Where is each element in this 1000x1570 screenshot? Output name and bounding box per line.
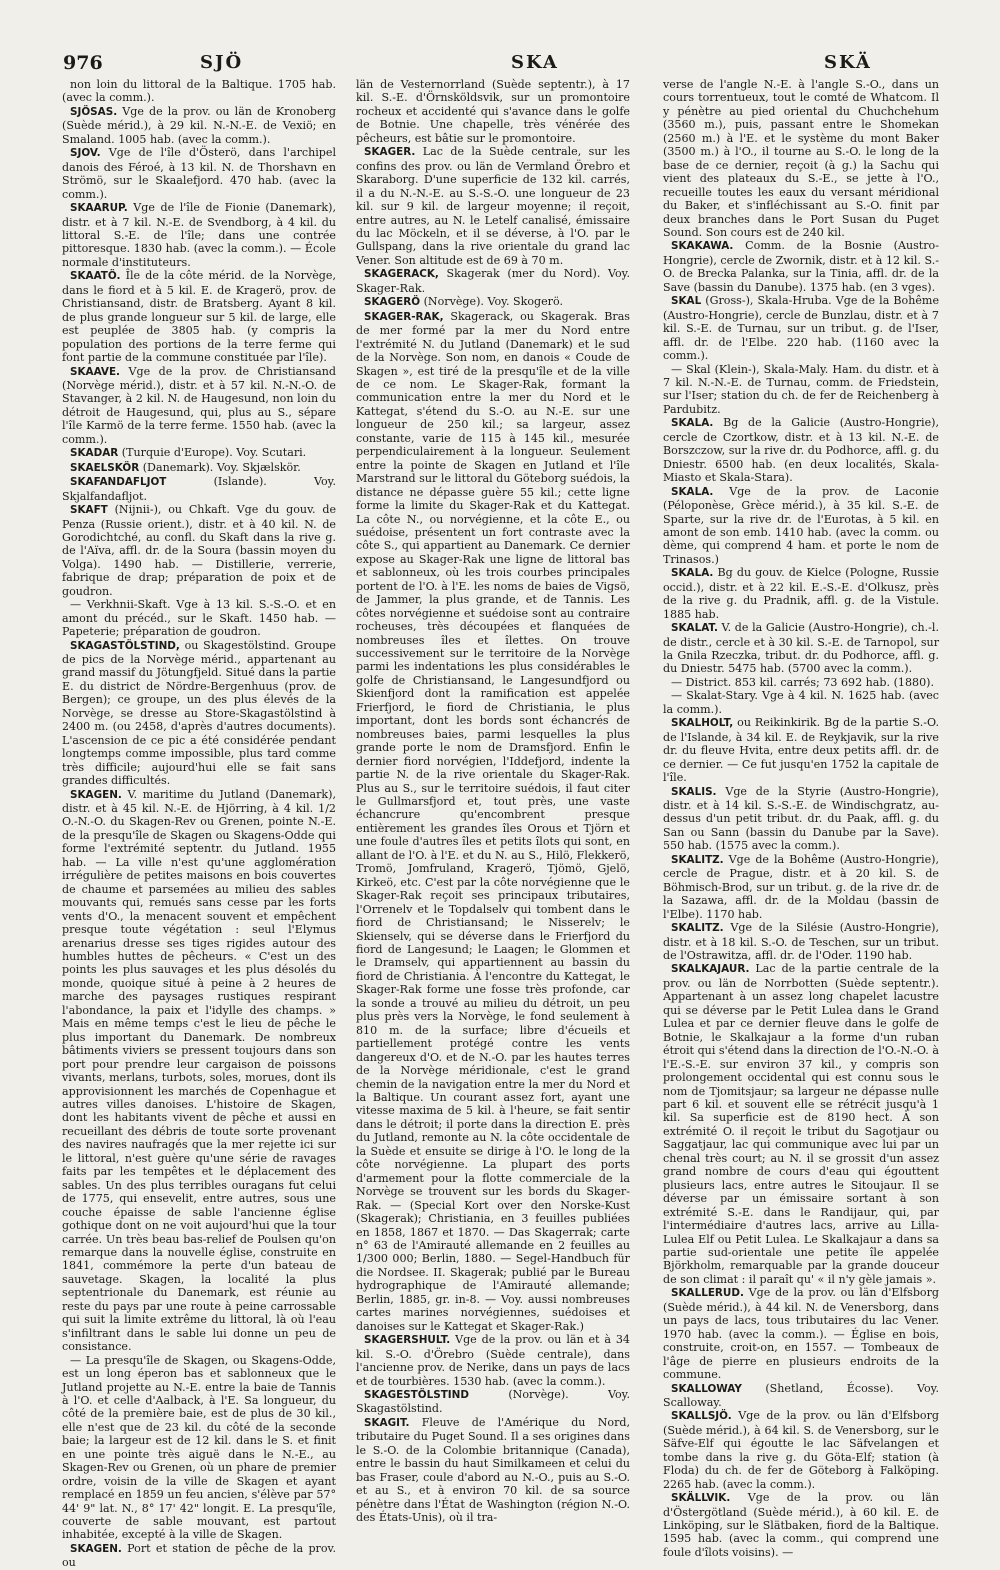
entry-text: (Norvège). Voy. Skagastölstind. <box>356 1387 631 1416</box>
entry-text: verse de l'angle N.-E. à l'angle S.-O., dans un cours torrentueux, tout le comté de Whatcom. Il y pénètre au pied oriental du Chuchchehum (3560 m.), puis, passant entre le Shomekan (2560 m.) à l'E. et le système du mont Baker (3500 m.) à l'O., il tourne au S.-O. le long de la base de ce dernier, reçoit (à g.) la Sachu qui vient des plateaux du S.-E., se jette à l'O., recueille toutes les eaux du versant méridional du Baker, et s'infléchissant au S.-O. finit par deux branches dans le Port Susan du Puget Sound. Son cours est de 240 kil. <box>663 78 939 239</box>
dictionary-entry <box>356 1388 630 1416</box>
dictionary-entry <box>356 1416 630 1525</box>
dictionary-entry <box>663 1286 939 1381</box>
entry-text: — La presqu'île de Skagen, ou Skagens-Odde, est un long éperon bas et sablonneux que le Jutland projette au N.-E. entre la baie de Tannis à l'O. et celle d'Aalback, à l'E. Sa longueur, du côté de la première baie, est de plus de 30 kil., elle n'est que de 23 kil. du côté de la seconde baie; la largeur est de 12 kil. dans le S. et finit en une pointe très aiguë dans le N.-E., au Skagen-Rev ou Grenen, où un phare de premier ordre, voisin de la ville de Skagen et ayant remplacé en 1859 un feu ancien, s'élève par 57° 44' 9" lat. N., 8° 17' 42" longit. E. La presqu'île, couverte de sable mouvant, est partout inhabitée, excepté à la ville de Skagen. <box>62 1353 336 1542</box>
dictionary-entry <box>663 1409 939 1491</box>
entry-text: Vge de la prov. ou län d'Elfsborg (Suède mérid.), à 44 kil. N. de Venersborg, dans un pays de lacs, tous tributaires du lac Vener. 1970 hab. (avec la comm.). — Église en bois, construite, croit-on, en 1557. — Tombeaux de l'âge de pierre en plusieurs endroits de la commune. <box>663 1286 940 1382</box>
entry-headword: SKALA. <box>671 485 714 498</box>
entry-text: (Shetland, Écosse). Voy. Scalloway. <box>663 1381 940 1409</box>
dictionary-entry <box>62 365 336 447</box>
entry-headword: SKÄLLVIK. <box>671 1492 731 1505</box>
entry-text: ou Reikinkirik. Bg de la partie S.-O. de l'Islande, à 34 kil. E. de Reykjavik, sur la rive dr. du fleuve Hvita, entre deux petits affl. dr. de ce dernier. — Ce fut jusqu'en 1752 la capitale de l'île. <box>663 716 940 785</box>
entry-text: Vge de la prov. ou län de Kronoberg (Suède mérid.), à 29 kil. N.-N.-E. de Vexiö; en Smaland. 1005 hab. (avec la comm.). <box>62 104 336 146</box>
entry-headword: SKAARUP. <box>70 202 128 215</box>
dictionary-entry <box>356 1333 630 1388</box>
entry-text: (Norvège). Voy. Skogerö. <box>423 295 563 309</box>
entry-text: (Danemark). Voy. Skjælskör. <box>142 460 301 474</box>
dictionary-entry <box>62 503 336 598</box>
entry-text: Vge de la prov. de Christiansand (Norvège mérid.), distr. et à 57 kil. N.-N.-O. de Stavanger, à 2 kil. N. de Haugesund, non loin du détroit de Haugesund, qui, plus au S., sépare l'île Karmö de la terre ferme. 1550 hab. (avec la comm.). <box>62 364 336 446</box>
running-head-left: SJÖ <box>200 52 244 73</box>
entry-text: Port et station de pêche de la prov. ou <box>62 1541 337 1570</box>
entry-headword: SKAGERACK, <box>364 268 439 281</box>
running-head-center: SKA <box>511 52 559 73</box>
entry-headword: SKAGEN. <box>70 1542 122 1555</box>
text-column-middle <box>356 78 631 1525</box>
entry-text: Île de la côte mérid. de la Norvège, dans le fiord et à 5 kil. E. de Kragerö, prov. de Christiansand, distr. de Bratsberg. Ayant 8 kil. de plus grande longueur sur 5 kil. de large, elle est peuplée de 3805 hab. (y compris la population des portions de la terre ferme qui font partie de la commune constituée par l'île). <box>62 269 336 365</box>
page-number: 976 <box>63 52 103 74</box>
entry-text: Vge de la Silésie (Austro-Hongrie), distr. et à 18 kil. S.-O. de Teschen, sur un tribut. de l'Ostrawitza, affl. dr. de l'Oder. 1190 hab. <box>663 921 940 962</box>
entry-text: Vge de la prov. ou län d'Elfsborg (Suède mérid.), à 64 kil. S. de Venersborg, sur le Säfve-Elf qui égoutte le lac Säfvelangen et tombe dans la rive g. du Göta-Elf; station (à Floda) du ch. de fer de Göteborg à Falköping. 2265 hab. (avec la comm.). <box>663 1409 939 1491</box>
dictionary-entry <box>62 78 336 105</box>
entry-headword: SKALA. <box>671 567 714 580</box>
dictionary-entry <box>663 78 939 239</box>
entry-headword: SKAGASTÖLSTIND, <box>70 639 180 652</box>
entry-text: non loin du littoral de la Baltique. 1705 hab. (avec la comm.). <box>62 78 336 105</box>
entry-headword: SKALLOWAY <box>671 1382 742 1395</box>
dictionary-entry <box>663 485 939 567</box>
entry-headword: SJOV. <box>70 147 101 160</box>
entry-text: (Nijnii-), ou Chkaft. Vge du gouv. de Penza (Russie orient.), distr. et à 40 kil. N. de Gorodichtché, au confl. du Skaft dans la rive g. de l'Aïva, affl. dr. de la Soura (bassin moyen du Volga). 1490 hab. — Distillerie, verrerie, fabrique de drap; préparation de poix et de goudron. <box>62 503 337 598</box>
entry-headword: SKALIS. <box>671 785 717 798</box>
dictionary-entry <box>356 78 630 145</box>
entry-text: — District. 853 kil. carrés; 73 692 hab. (1880). <box>671 675 934 689</box>
dictionary-entry <box>663 363 939 417</box>
dictionary-entry <box>62 146 336 201</box>
entry-text: Vge de la Styrie (Austro-Hongrie), distr. et à 14 kil. S.-S.-E. de Windischgratz, au-dessus d'un petit tribut. dr. du Paak, affl. g. du San ou Sann (bassin du Danube par la Save). 550 hab. (1575 avec la comm.). <box>663 784 940 853</box>
entry-text: V. maritime du Jutland (Danemark), distr. et à 45 kil. N.-E. de Hjörring, à 4 kil. 1/2 O.-N.-O. du Skagen-Rev ou Grenen, pointe N.-E. de la presqu'île de Skagen ou Skagens-Odde qui forme l'extrémité septentr. du Jutland. 1955 hab. — La ville n'est qu'une agglomération irrégulière de petites maisons en bois couvertes de chaume et parsemées au milieu des sables mouvants qui, remués sans cesse par les forts vents d'O., la menacent souvent et empêchent presque toute végétation : seul l'Elymus arenarius dresse ses tiges rigides autour des humbles huttes de pêcheurs. « C'est un des points les plus sauvages et les plus désolés du monde, quoique situé à peine à 2 heures de marche des paysages rustiques respirant l'abondance, la paix et l'idylle des champs. » Mais en même temps c'est le lieu de pêche le plus important du Danemark. De nombreux bâtiments viviers se pressent toujours dans son port pour prendre leur cargaison de poissons vivants, merlans, turbots, soles, morues, dont ils approvisionnent les marchés de Copenhague et autres villes danoises. L'histoire de Skagen, dont les habitants vivent de pêche et aussi en recueillant des débris de toute sorte provenant des navires naufragés que la mer rejette ici sur le littoral, n'est guère qu'une série de ravages faits par les tempêtes et le déplacement des sables. Un des plus terribles ouragans fut celui de 1775, qui ensevelit, entre autres, sous une couche épaisse de sable l'ancienne église gothique dont on ne voit aujourd'hui que la tour carrée. Un très beau bas-relief de Poulsen qu'on remarque dans la nouvelle église, construite en 1841, commémore la perte d'un bateau de sauvetage. Skagen, la localité la plus septentrionale du Danemark, est réunie au reste du pays par une route à peine carrossable qui suit la limite extrême du littoral, là où l'eau s'infiltrant dans le sable lui donne un peu de consistance. <box>62 787 336 1354</box>
entry-text: (Islande). Voy. Skjalfandafljot. <box>62 475 336 503</box>
entry-text: Vge de la prov. de Laconie (Péloponèse, Grèce mérid.), à 35 kil. S.-E. de Sparte, sur la rive dr. de l'Eurotas, à 5 kil. en amont de son emb. 1410 hab. (avec la comm. ou dème, qui comprend 4 ham. et porte le nom de Trinasos.) <box>663 484 939 566</box>
entry-headword: SKALHOLT, <box>671 717 734 730</box>
entry-text: Comm. de la Bosnie (Austro-Hongrie), cercle de Zwornik, distr. et à 12 kil. S.-O. de Brecka Palanka, sur la Tinia, affl. dr. de la Save (bassin du Danube). 1375 hab. (en 3 vges). <box>663 239 939 294</box>
entry-text: Vge de la prov. ou län et à 34 kil. S.-O. d'Örebro (Suède centrale), dans l'ancienne prov. de Nerike, dans un pays de lacs et de tourbières. 1530 hab. (avec la comm.). <box>356 1333 630 1388</box>
dictionary-entry <box>62 105 336 146</box>
entry-text: (Turquie d'Europe). Voy. Scutari. <box>121 446 307 460</box>
entry-headword: SKALITZ. <box>671 853 724 866</box>
dictionary-entry <box>663 921 939 962</box>
entry-headword: SKAGERÖ <box>364 296 421 309</box>
dictionary-entry <box>356 310 630 1333</box>
dictionary-entry <box>663 1491 939 1559</box>
entry-text: ou Skagestölstind. Groupe de pics de la Norvège mérid., appartenant au grand massif du Jötungfjeld. Situé dans la partie E. du district de Nördre-Bergenhuus (prov. de Bergen); ce groupe, un des plus élevés de la Norvège, se dresse au Store-Skagastölstind à 2400 m. (ou 2458, d'après d'autres documents). L'ascension de ce pic a été considérée pendant longtemps comme impossible, plus tard comme très difficile; aujourd'hui elle se fait sans grandes difficultés. <box>62 638 336 788</box>
dictionary-entry <box>62 788 336 1354</box>
entry-headword: SKAGER. <box>364 146 416 159</box>
text-column-right <box>663 78 940 1559</box>
dictionary-entry <box>663 676 939 689</box>
entry-text: Vge de l'île d'Österö, dans l'archipel danois des Féroé, à 13 kil. N. de Thorshavn en Strömö, sur le Skaalefjord. 470 hab. (avec la comm.). <box>62 146 336 201</box>
entry-headword: SKAKAWA. <box>671 240 734 253</box>
dictionary-entry <box>663 621 939 676</box>
dictionary-entry <box>663 962 939 1286</box>
entry-headword: SKAGIT. <box>364 1416 410 1429</box>
dictionary-entry <box>663 716 939 784</box>
entry-headword: SKALKAJAUR. <box>671 963 750 976</box>
entry-text: — Verkhnii-Skaft. Vge à 13 kil. S.-S.-O. et en amont du précéd., sur le Skaft. 1450 hab. — Papeterie; préparation de goudron. <box>62 598 336 639</box>
dictionary-entry <box>663 853 939 921</box>
entry-headword: SKALLSJÖ. <box>671 1410 732 1423</box>
dictionary-entry <box>663 239 939 294</box>
dictionary-entry <box>62 1542 336 1570</box>
dictionary-entry <box>62 598 336 638</box>
entry-headword: SKALITZ. <box>671 922 724 935</box>
entry-headword: SKALA. <box>671 417 714 430</box>
entry-text: Bg de la Galicie (Austro-Hongrie), cercle de Czortkow, distr. et à 13 kil. N.-E. de Borszczow, sur la rive dr. du Podhorce, affl. g. du Dniestr. 6500 hab. (en deux localités, Skala-Miasto et Skala-Stara). <box>663 416 940 485</box>
entry-headword: SKAGER-RAK, <box>364 310 444 323</box>
dictionary-entry <box>62 201 336 269</box>
entry-text: Vge de la Bohême (Austro-Hongrie), cercle de Prague, distr. et à 20 kil. S. de Böhmisch-Brod, sur un tribut. g. de la rive dr. de la Sazawa, affl. dr. de la Moldau (bassin de l'Elbe). 1170 hab. <box>663 852 939 921</box>
entry-headword: SKADAR <box>70 447 119 460</box>
entry-headword: SKALLERUD. <box>671 1287 744 1300</box>
text-column-left <box>62 78 337 1570</box>
dictionary-entry <box>62 1354 336 1542</box>
entry-headword: SKAELSKÖR <box>70 461 140 474</box>
dictionary-entry <box>62 446 336 460</box>
entry-headword: SJÖSAS. <box>70 105 118 118</box>
dictionary-entry <box>663 689 939 716</box>
dictionary-entry <box>62 639 336 788</box>
entry-headword: SKAFT <box>70 504 108 517</box>
entry-text: Bg du gouv. de Kielce (Pologne, Russie occid.), distr. et à 22 kil. E.-S.-E. d'Olkusz, près de la rive g. du Pradnik, affl. g. de la Vistule. 1885 hab. <box>663 566 939 621</box>
entry-headword: SKAGEN. <box>70 788 122 801</box>
dictionary-entry <box>663 785 939 853</box>
entry-text: V. de la Galicie (Austro-Hongrie), ch.-l. de distr., cercle et à 30 kil. S.-E. de Tarnopol, sur la Gnila Rzeczka, tribut. dr. du Podhorce, affl. g. du Dniestr. 5475 hab. (5700 avec la comm.). <box>663 621 939 676</box>
entry-text: Skagerak (mer du Nord). Voy. Skager-Rak. <box>356 267 630 295</box>
dictionary-entry <box>663 416 939 484</box>
dictionary-entry <box>356 295 630 309</box>
dictionary-entry <box>62 461 336 475</box>
entry-headword: SKAAVE. <box>70 365 120 378</box>
dictionary-entry <box>663 294 939 362</box>
running-head-right: SKÄ <box>824 52 872 73</box>
entry-text: Lac de la Suède centrale, sur les confins des prov. ou län de Vermland Örebro et Skaraborg. D'une superficie de 132 kil. carrés, il a du N.-N.-E. au S.-S.-O. une longueur de 23 kil. sur 9 kil. de largeur moyenne; il reçoit, entre autres, au N. le Letelf canalisé, émissaire du lac Möckeln, et il se déverse, à l'O. par le Gullspang, dans la rive orientale du grand lac Vener. Son altitude est de 69 à 70 m. <box>356 145 631 267</box>
entry-text: — Skalat-Stary. Vge à 4 kil. N. 1625 hab. (avec la comm.). <box>663 689 939 716</box>
entry-headword: SKAL <box>671 295 702 308</box>
entry-headword: SKAFANDAFLJOT <box>70 476 167 489</box>
entry-headword: SKAGESTÖLSTIND <box>364 1388 469 1401</box>
dictionary-entry <box>62 269 336 364</box>
dictionary-entry <box>356 267 630 295</box>
dictionary-entry <box>356 145 630 267</box>
entry-headword: SKAGERSHULT. <box>364 1334 451 1347</box>
entry-text: Vge de la prov. ou län d'Östergötland (Suède mérid.), à 60 kil. E. de Linköping, sur le Slätbaken, fiord de la Baltique. 1595 hab. (avec la comm., qui comprend une foule d'îlots voisins). — <box>663 1491 939 1559</box>
entry-text: Fleuve de l'Amérique du Nord, tributaire du Puget Sound. Il a ses origines dans le S.-O. de la Colombie britannique (Canada), entre le bassin du haut Similkameen et celui du bas Fraser, coule d'abord au N.-O., puis au S.-O. et au S., et à environ 70 kil. de sa source pénètre dans l'État de Washington (région N.-O. des États-Unis), où il tra- <box>356 1415 631 1525</box>
entry-text: (Gross-), Skala-Hruba. Vge de la Bohême (Austro-Hongrie), cercle de Bunzlau, distr. et à 7 kil. S.-E. de Turnau, sur un tribut. g. de l'Iser, affl. dr. de l'Elbe. 220 hab. (1160 avec la comm.). <box>663 294 940 363</box>
dictionary-entry <box>62 475 336 503</box>
entry-text: Lac de la partie centrale de la prov. ou län de Norrbotten (Suède septentr.). Appartenant à un assez long chapelet lacustre qui se déverse par le Petit Lulea dans le Grand Lulea et par ce dernier fleuve dans le golfe de Botnie, le Skalkajaur a la forme d'un ruban étroit qui s'étend dans la direction de l'O.-N.-O. à l'E.-S.-E. sur environ 37 kil., y compris son prolongement occidental qui est connu sous le nom de Tjomitsjaur; sa largeur ne dépasse nulle part 6 kil. et souvent elle se rétrécit jusqu'à 1 kil. Sa superficie est de 8190 hect. À son extrémité O. il reçoit le tribut du Sagotjaur ou Saggatjaur, lac qui communique avec lui par un chenal très court; au N. il se grossit d'un assez grand nombre de cours d'eau qui égouttent plusieurs lacs, entre autres le Sitoujaur. Il se déverse par un émissaire sortant à son extrémité S.-E. dans le Randijaur, qui, par l'intermédiaire d'autres lacs, arrive au Lilla-Lulea Elf ou Petit Lulea. Le Skalkajaur a dans sa partie sud-orientale une petite île appelée Björkholm, remarquable par la grande douceur de son climat : il paraît qu' « il n'y gèle jamais ». <box>663 962 939 1286</box>
entry-headword: SKAATÖ. <box>70 270 121 283</box>
dictionary-entry <box>663 1382 939 1410</box>
entry-headword: SKALAT. <box>671 622 718 635</box>
entry-text: län de Vesternorrland (Suède septentr.), à 17 kil. S.-E. d'Örnsköldsvik, sur un promontoire rocheux et accidenté qui s'avance dans le golfe de Botnie. Une chapelle, très vénérée des pêcheurs, est bâtie sur le promontoire. <box>356 78 630 145</box>
entry-text: Vge de l'île de Fionie (Danemark), distr. et à 7 kil. N.-E. de Svendborg, à 4 kil. du littoral S.-E. de l'île; dans une contrée pittoresque. 1830 hab. (avec la comm.). — École normale d'instituteurs. <box>62 201 336 269</box>
entry-text: — Skal (Klein-), Skala-Maly. Ham. du distr. et à 7 kil. N.-N.-E. de Turnau, comm. de Friedstein, sur l'Iser; station du ch. de fer de Reichenberg à Pardubitz. <box>663 362 939 416</box>
entry-text: Skagerack, ou Skagerak. Bras de mer formé par la mer du Nord entre l'extrémité N. du Jutland (Danemark) et le sud de la Norvège. Son nom, en danois « Coude de Skagen », est tiré de la presqu'île et de la ville de ce nom. Le Skager-Rak, formant la communication entre la mer du Nord et le Kattegat, s'étend du S.-O. au N.-E. sur une longueur de 250 kil.; sa largeur, assez constante, varie de 115 à 145 kil., mesurée perpendiculairement à la longueur. Seulement entre la pointe de Skagen en Jutland et l'île Marstrand sur le littoral du Göteborg suédois, la distance ne dépasse guère 55 kil.; cette ligne forme la limite du Skager-Rak et du Kattegat. La côte N., ou norvégienne, et la côte E., ou suédoise, présentent un fort contraste avec la côte S., qui appartient au Danemark. Ce dernier expose au Skager-Rak une ligne de littoral bas et sablonneux, où les trois courbes principales portent de l'O. à l'E. les noms de baies de Vigsö, de Jammer, la plus grande, et de Tannis. Les côtes norvégienne et suédoise sont au contraire rocheuses, très découpées et flanquées de nombreuses îles et îlettes. On trouve successivement sur le territoire de la Norvège parmi les indentations les plus considérables le golfe de Christiansand, le Langesundfjord ou Skienfjord dont la ramification est appelée Frierfjord, le fiord de Christiania, le plus important, dont les bords sont échancrés de nombreuses baies, parmi lesquelles la plus grande porte le nom de Dramsfjord. Enfin le dernier fiord norvégien, l'Iddefjord, indente la partie N. de la rive orientale du Skager-Rak. Plus au S., sur le territoire suédois, il faut citer le Gullmarsfjord et, tout près, une vaste échancrure qu'encombrent presque entièrement les grandes îles Orous et Tjörn et une foule d'autres îles et petits îlots qui sont, en allant de l'O. à l'E. et du N. au S., Hilö, Flekkerö, Tromö, Jomfruland, Kragerö, Tjömö, Gjelö, Kirkeö, etc. C'est par la côte norvégienne que le Skager-Rak reçoit ses principaux tributaires, l'Orrenelv et le Topdalselv qui tombent dans le fiord de Christiansand; le Nisserelv; le Skienselv, qui se déverse dans le Frierfjord du fiord de Langesund; le Laagen; le Glommen et le Dramselv, qui appartiennent au bassin du fiord de Christiania. À l'encontre du Kattegat, le Skager-Rak forme une fosse très profonde, car la sonde a trouvé au milieu du détroit, un peu plus près vers la Norvège, le fond seulement à 810 m. de la surface; libre d'écueils et partiellement protégé contre les vents dangereux d'O. et de N.-O. par les hautes terres de la Norvège méridionale, c'est le grand chemin de la navigation entre la mer du Nord et la Baltique. Un courant assez fort, ayant une vitesse maxima de 5 kil. à l'heure, se fait sentir dans le détroit; il porte dans la direction E. près du Jutland, remonte au N. la côte occidentale de la Suède et ensuite se dirige à l'O. le long de la côte norvégienne. La plupart des ports d'armement pour la flotte commerciale de la Norvège se trouvent sur les bords du Skager-Rak. — (Special Kort over den Norske-Kust (Skagerak); Christiania, en 3 feuilles publiées en 1858, 1867 et 1870. — Das Skagerrak; carte n° 63 de l'Amirauté allemande en 2 feuilles au 1/300 000; Berlin, 1880. — Segel-Handbuch für die Nordsee. II. Skagerak; publié par le Bureau hydrographique de l'Amirauté allemande; Berlin, 1885, gr. in-8. — Voy. aussi nombreuses cartes marines norvégiennes, suédoises et danoises sur le Kattegat et Skager-Rak.) <box>356 309 630 1333</box>
dictionary-entry <box>663 566 939 621</box>
